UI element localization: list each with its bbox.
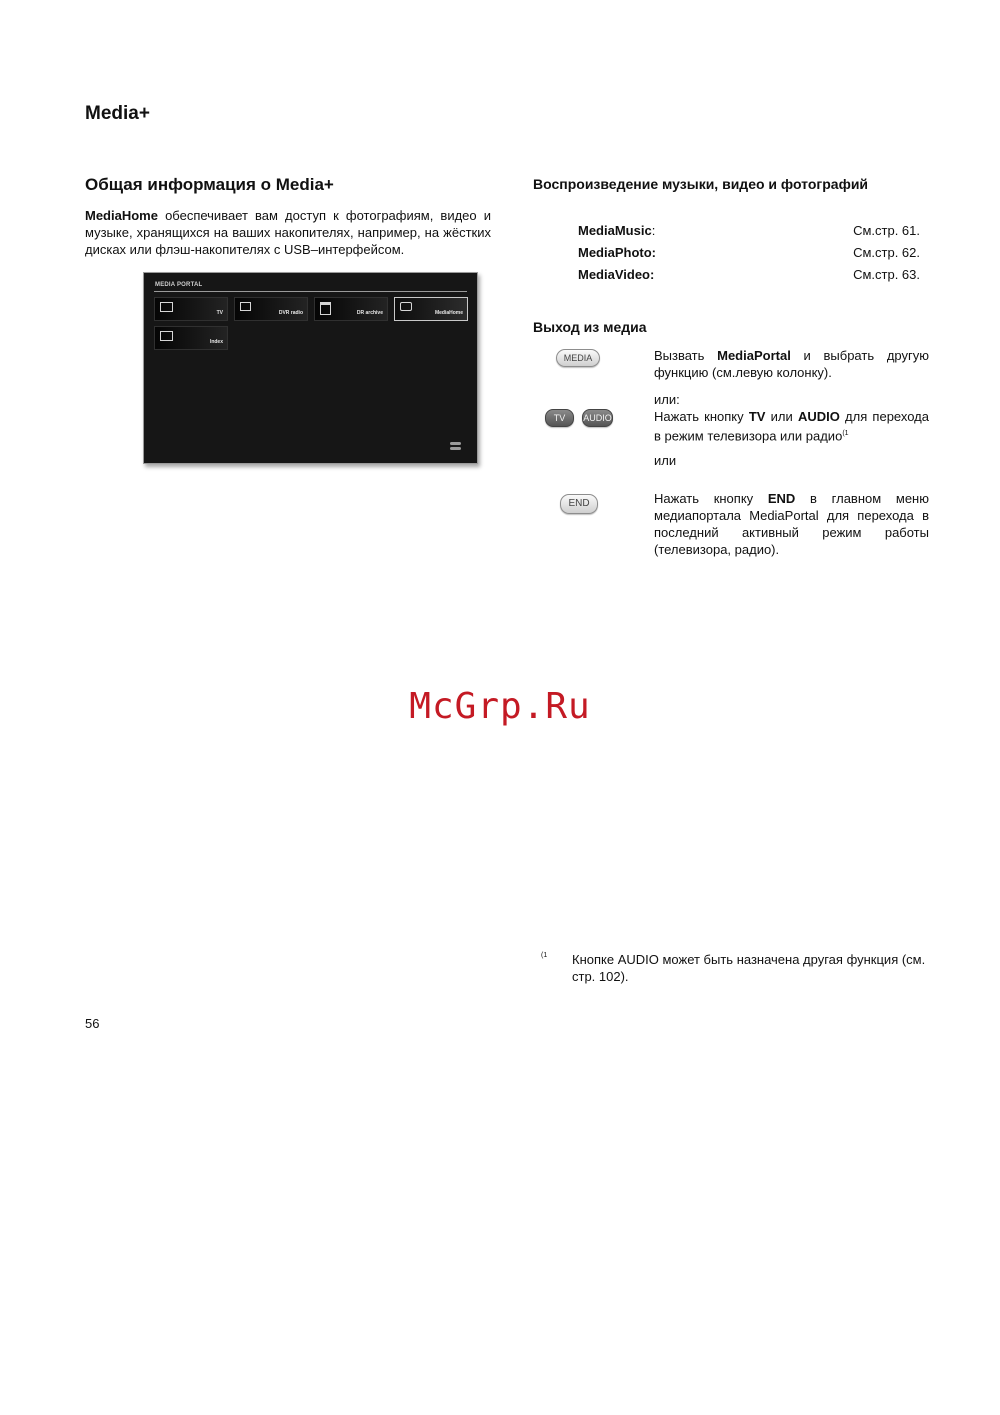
clapper-icon xyxy=(320,302,331,315)
footnote-text: Кнопке AUDIO может быть назначена другая функция (см. стр. 102). xyxy=(572,952,926,984)
ref-row-video xyxy=(578,267,920,284)
tile-dvr-radio[interactable] xyxy=(234,297,308,321)
exit-step-1: Вызвать MediaPortal и выбрать другую функцию (см.левую колонку). xyxy=(654,348,929,380)
tv-button-icon: TV xyxy=(545,409,574,427)
ref-row-music xyxy=(578,223,920,240)
tile-label: Index xyxy=(209,339,223,345)
end-button-icon: END xyxy=(560,494,598,514)
tile-label: DR archive xyxy=(356,310,383,316)
ref-page: См.стр. 63. xyxy=(853,267,920,282)
media-home-icon xyxy=(400,302,412,311)
ref-page: См.стр. 61. xyxy=(853,223,920,238)
ref-page: См.стр. 62. xyxy=(853,245,920,260)
ref-row-photo xyxy=(578,245,920,262)
tile-label: MediaHome xyxy=(434,310,463,316)
intro-text: обеспечивает вам доступ к фотографиям, видео и музыке, хранящихся на ваших накопителях, например, на жёстких дисках или флэш-накопителях с USB–интерфейсом. xyxy=(85,208,491,257)
exit-step-2: Нажать кнопку TV или AUDIO для перехода в режим телевизора или радио$^{(1}$ xyxy=(654,409,929,444)
section-heading-exit: Выход из медиа xyxy=(533,319,647,335)
or-label-2: или xyxy=(654,453,677,468)
footnote-mark: (1 xyxy=(541,952,548,959)
ref-sep: : xyxy=(651,223,656,238)
tile-label: TV xyxy=(216,310,223,316)
index-icon xyxy=(160,331,173,341)
media-portal-divider xyxy=(154,291,467,292)
watermark: McGrp.Ru xyxy=(409,686,591,727)
tile-label: DVR radio xyxy=(278,310,303,316)
tile-index[interactable] xyxy=(154,326,228,350)
media-portal-title: MEDIA PORTAL xyxy=(155,282,203,288)
radio-icon xyxy=(240,302,251,311)
page-title: Media+ xyxy=(85,103,150,124)
exit-step-3: Нажать кнопку END в главном меню медиапортала MediaPortal для перехода в последний активный режим работы (телевизора, радио). xyxy=(654,491,929,557)
tile-tv[interactable] xyxy=(154,297,228,321)
audio-button-icon: AUDIO xyxy=(582,409,613,427)
intro-bold-term: MediaHome xyxy=(85,208,158,223)
media-button-icon: MEDIA xyxy=(556,349,600,367)
remote-hint-buttons xyxy=(450,440,461,450)
ref-name: MediaMusic xyxy=(578,223,652,238)
ref-name: MediaVideo: xyxy=(578,267,655,282)
media-portal-screenshot xyxy=(143,272,478,464)
page-number: 56 xyxy=(85,1016,100,1031)
section-heading-general: Общая информация о Media+ xyxy=(85,175,334,194)
or-label-1: или: xyxy=(654,392,680,407)
ref-name: MediaPhoto: xyxy=(578,245,656,260)
tile-media-home[interactable] xyxy=(394,297,468,321)
tv-icon xyxy=(160,302,173,312)
tile-dr-archive[interactable] xyxy=(314,297,388,321)
intro-paragraph xyxy=(85,207,491,258)
section-heading-playback: Воспроизведение музыки, видео и фотографий xyxy=(533,176,869,192)
